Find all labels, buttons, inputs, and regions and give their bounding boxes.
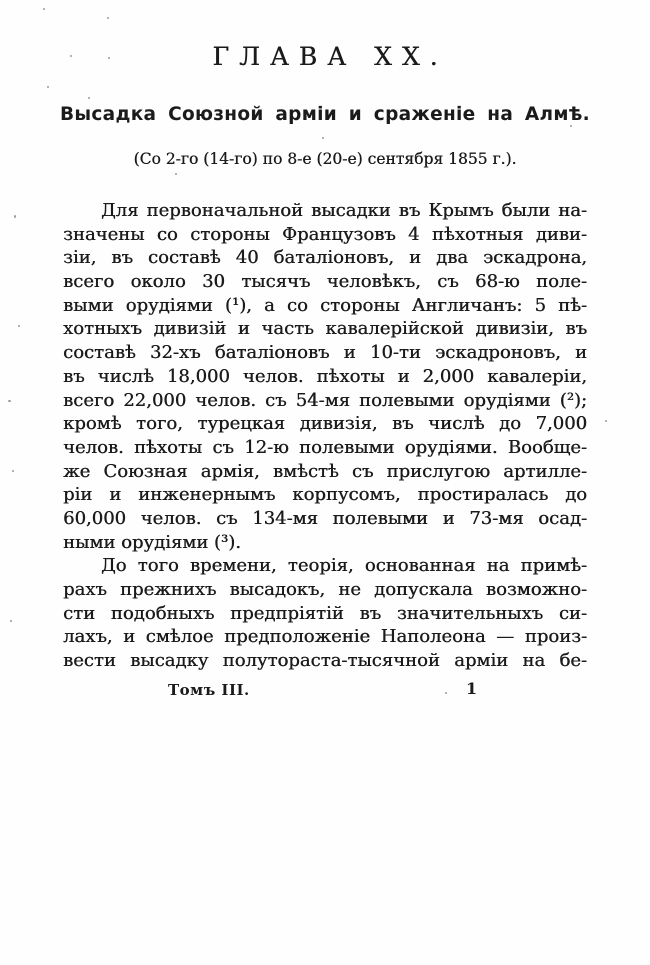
text-line: Для первоначальной высадки въ Крымъ были на-: [101, 200, 587, 221]
text-line: ріи и инженернымъ корпусомъ, простиралась до: [63, 484, 587, 506]
scan-speck: [10, 620, 12, 622]
scan-speck: [18, 325, 20, 327]
scan-speck: [47, 86, 49, 88]
text-line: лахъ, и смѣлое предположеніе Наполеона — произ-: [63, 626, 587, 648]
text-line: же Союзная армія, вмѣстѣ съ прислугою артилле-: [63, 460, 587, 482]
scan-speck: [175, 173, 177, 175]
body-text: [63, 199, 587, 673]
text-line: 60,000 челов. съ 134-мя полевыми и 73-мя осад-: [63, 507, 587, 529]
text-line: вести высадку полутораста-тысячной арміи на бе-: [63, 650, 587, 672]
chapter-title: ГЛАВА XX.: [212, 42, 448, 71]
scan-speck: [88, 97, 90, 99]
date-subtitle: (Со 2-го (14-го) по 8-е (20-е) сентября 1855 г.).: [133, 150, 517, 168]
text-line: рахъ прежнихъ высадокъ, не допускала возможно-: [63, 579, 587, 600]
section-heading: Высадка Союзной арміи и сраженіе на Алмѣ.: [59, 104, 590, 125]
text-line: въ числѣ 18,000 челов. пѣхоты и 2,000 кавалеріи,: [63, 365, 587, 387]
text-line: хотныхъ дивизій и часть кавалерійской дивизіи, въ: [63, 318, 587, 340]
text-line: челов. пѣхоты съ 12-ю полевыми орудіями. Вообще-: [63, 436, 587, 458]
text-line: зіи, въ составѣ 40 баталіоновъ, и два эскадрона,: [63, 247, 587, 269]
scan-speck: [12, 470, 14, 472]
scan-speck: [8, 400, 11, 402]
scan-speck: [43, 8, 45, 10]
scan-speck: [14, 215, 16, 218]
scan-speck: [445, 692, 447, 694]
text-line: значены со стороны Французовъ 4 пѣхотныя диви-: [63, 223, 587, 245]
text-line: ными орудіями (³).: [63, 531, 241, 553]
footer-volume-label: Томъ III.: [168, 681, 250, 699]
text-line: До того времени, теорія, основанная на примѣ-: [101, 555, 587, 577]
text-line: сти подобныхъ предпріятій въ значительныхъ си-: [63, 602, 587, 624]
scan-speck: [605, 420, 607, 422]
text-line: кромѣ того, турецкая дивизія, въ числѣ до 7,000: [63, 413, 587, 435]
scan-speck: [70, 55, 72, 57]
page-number: 1: [466, 679, 478, 698]
text-line: всего 22,000 челов. съ 54-мя полевыми орудіями (²);: [63, 389, 587, 411]
scan-speck: [570, 125, 572, 127]
text-line: выми орудіями (¹), а со стороны Англичанъ: 5 пѣ-: [63, 294, 587, 316]
scan-speck: [322, 137, 324, 139]
text-line: всего около 30 тысячъ человѣкъ, съ 68-ю поле-: [63, 271, 587, 293]
scan-speck: [108, 57, 110, 59]
scan-speck: [107, 17, 109, 19]
text-line: составѣ 32-хъ баталіоновъ и 10-ти эскадроновъ, и: [63, 342, 587, 364]
